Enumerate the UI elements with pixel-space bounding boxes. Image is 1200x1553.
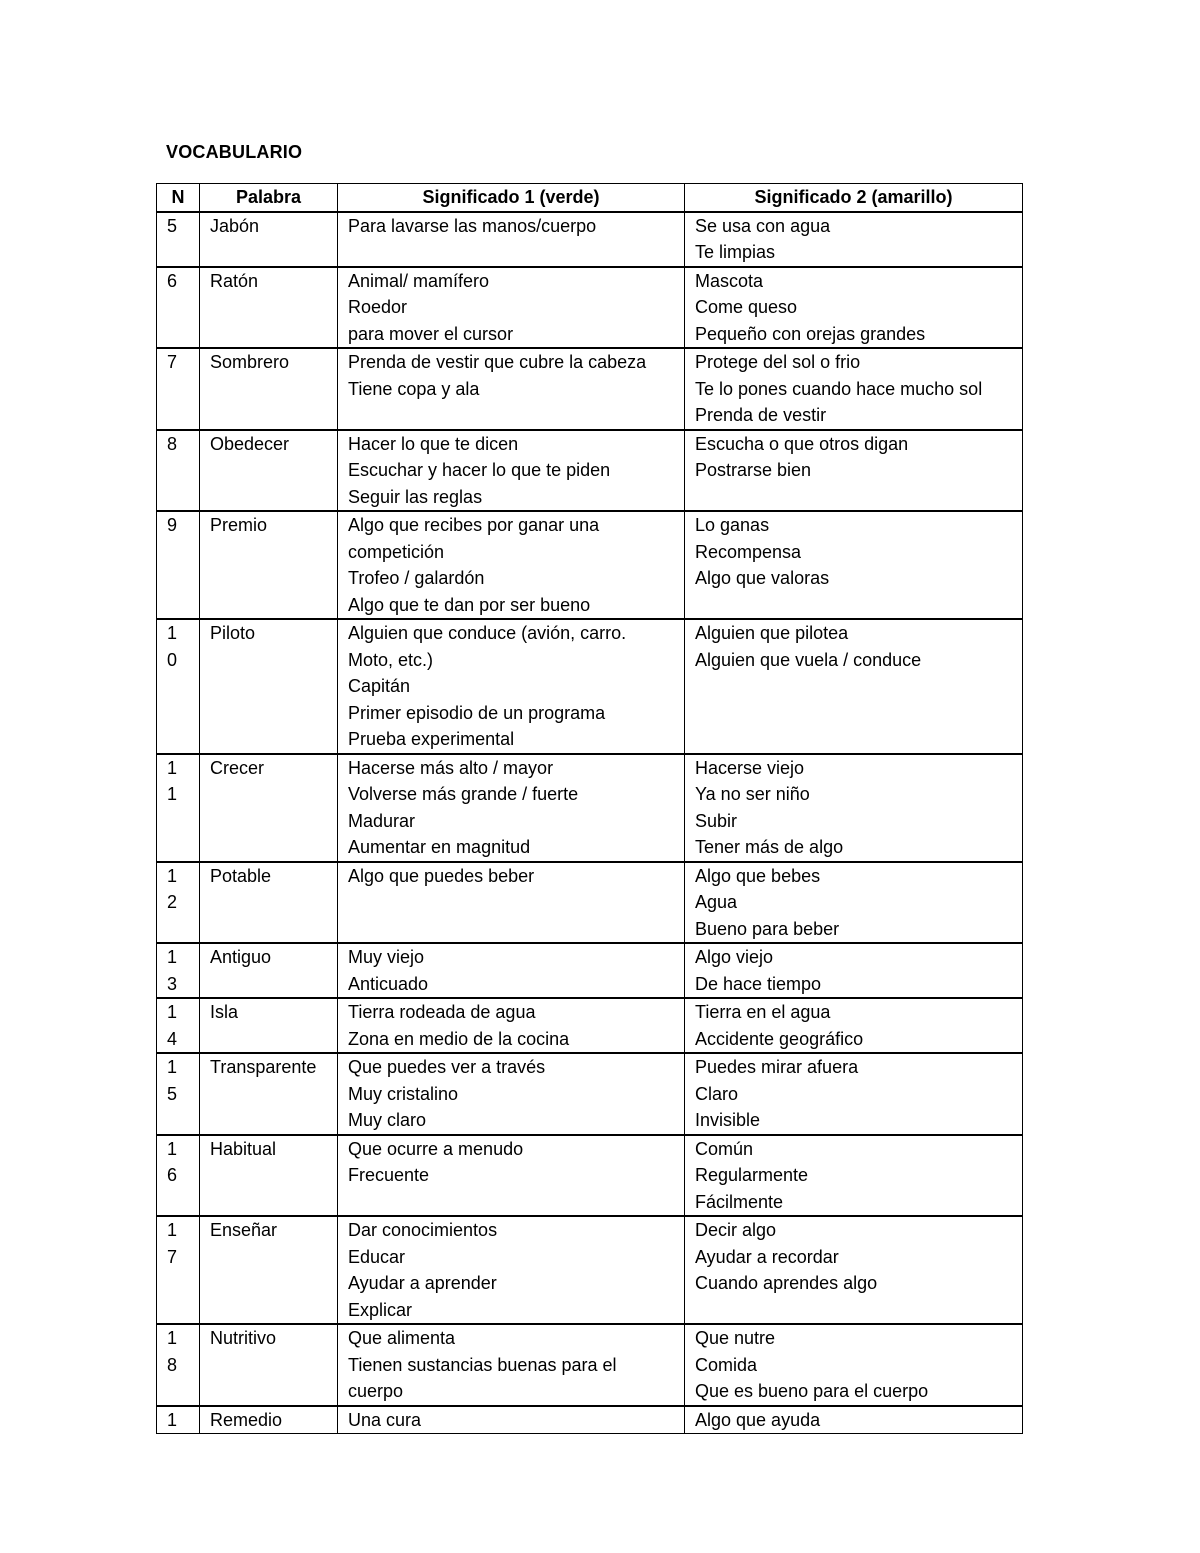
row-number-digit: 7 xyxy=(167,352,178,372)
meaning-line: Educar xyxy=(348,1246,406,1267)
meaning-line: Algo viejo xyxy=(695,947,774,967)
meaning-line: Dar conocimientos xyxy=(348,1220,498,1240)
meaning-line: Madurar xyxy=(348,810,416,831)
meaning-2-cell xyxy=(685,348,1023,430)
meaning-2-cell xyxy=(685,943,1023,998)
meaning-line: Puedes mirar afuera xyxy=(695,1057,859,1077)
meaning-1-cell xyxy=(338,212,685,267)
meaning-line: para mover el cursor xyxy=(348,323,514,344)
table-body xyxy=(157,212,1023,1434)
meaning-line: Tierra en el agua xyxy=(695,1002,831,1022)
row-number-digit: 1 xyxy=(167,757,178,778)
meaning-2-cell xyxy=(685,1053,1023,1135)
row-number xyxy=(157,1406,200,1434)
word-cell: Ratón xyxy=(200,267,338,349)
table-row xyxy=(157,943,1023,998)
word-cell: Potable xyxy=(200,862,338,944)
meaning-line: Te lo pones cuando hace mucho sol xyxy=(695,378,983,399)
word-cell: Remedio xyxy=(200,1406,338,1434)
meaning-line: Capitán xyxy=(348,676,411,696)
meaning-1-cell xyxy=(338,1053,685,1135)
meaning-line: Alguien que vuela / conduce xyxy=(695,649,922,670)
table-header-row xyxy=(157,184,1023,212)
meaning-line: Comida xyxy=(695,1354,758,1375)
meaning-line: Frecuente xyxy=(348,1165,430,1185)
row-number-digit: 8 xyxy=(167,433,178,454)
meaning-1-cell xyxy=(338,1135,685,1217)
meaning-line: Tienen sustancias buenas para el xyxy=(348,1354,617,1375)
word-cell: Obedecer xyxy=(200,430,338,512)
row-number-digit: 7 xyxy=(167,1246,178,1267)
meaning-line: De hace tiempo xyxy=(695,973,822,994)
word-cell: Premio xyxy=(200,511,338,619)
table-row xyxy=(157,619,1023,754)
meaning-line: Se usa con agua xyxy=(695,215,831,236)
header-n: N xyxy=(157,184,200,212)
meaning-line: Muy cristalino xyxy=(348,1083,459,1104)
page-title: VOCABULARIO xyxy=(166,142,303,162)
meaning-line: Decir algo xyxy=(695,1220,777,1240)
meaning-line: Protege del sol o frio xyxy=(695,352,861,372)
meaning-line: cuerpo xyxy=(348,1381,404,1401)
meaning-line: Claro xyxy=(695,1083,739,1104)
meaning-2-cell xyxy=(685,1135,1023,1217)
row-number xyxy=(157,348,200,430)
meaning-line: Algo que bebes xyxy=(695,865,821,886)
row-number xyxy=(157,212,200,267)
meaning-1-cell xyxy=(338,754,685,862)
row-number-digit: 1 xyxy=(167,1002,178,1022)
meaning-1-cell xyxy=(338,943,685,998)
row-number-digit: 1 xyxy=(167,1220,178,1240)
meaning-2-cell xyxy=(685,212,1023,267)
meaning-line: Mascota xyxy=(695,270,764,291)
meaning-1-cell xyxy=(338,267,685,349)
meaning-line: Ya no ser niño xyxy=(695,784,810,804)
row-number-digit: 5 xyxy=(167,215,178,236)
table-row xyxy=(157,1135,1023,1217)
meaning-line: Lo ganas xyxy=(695,515,770,535)
meaning-line: Prenda de vestir que cubre la cabeza xyxy=(348,352,647,372)
word-cell: Isla xyxy=(200,998,338,1053)
meaning-line: Algo que ayuda xyxy=(695,1409,821,1430)
meaning-line: Tener más de algo xyxy=(695,837,844,857)
row-number xyxy=(157,1053,200,1135)
meaning-line: Explicar xyxy=(348,1299,413,1320)
row-number-digit: 9 xyxy=(167,515,178,535)
row-number-digit: 6 xyxy=(167,1165,178,1185)
meaning-line: Recompensa xyxy=(695,541,802,562)
meaning-line: Seguir las reglas xyxy=(348,486,483,507)
meaning-line: Muy viejo xyxy=(348,947,425,967)
meaning-line: Que alimenta xyxy=(348,1328,456,1348)
meaning-line: Que nutre xyxy=(695,1328,776,1348)
table-row xyxy=(157,511,1023,619)
meaning-2-cell xyxy=(685,998,1023,1053)
meaning-line: Animal/ mamífero xyxy=(348,270,490,291)
row-number-digit: 8 xyxy=(167,1354,178,1375)
word-cell: Jabón xyxy=(200,212,338,267)
meaning-line: Una cura xyxy=(348,1409,422,1430)
meaning-line: Algo que puedes beber xyxy=(348,865,535,886)
row-number-digit: 0 xyxy=(167,649,178,670)
meaning-line: Que ocurre a menudo xyxy=(348,1138,524,1159)
meaning-1-cell xyxy=(338,998,685,1053)
meaning-line: Hacerse viejo xyxy=(695,757,805,778)
table-row xyxy=(157,998,1023,1053)
table-row xyxy=(157,754,1023,862)
meaning-line: Zona en medio de la cocina xyxy=(348,1028,570,1049)
word-cell: Crecer xyxy=(200,754,338,862)
meaning-line: competición xyxy=(348,541,445,562)
meaning-2-cell xyxy=(685,430,1023,512)
meaning-line: Para lavarse las manos/cuerpo xyxy=(348,215,597,236)
meaning-line: Bueno para beber xyxy=(695,918,840,939)
row-number-digit: 1 xyxy=(167,1057,178,1077)
row-number-digit: 2 xyxy=(167,892,178,912)
meaning-1-cell xyxy=(338,511,685,619)
row-number xyxy=(157,430,200,512)
meaning-1-cell xyxy=(338,862,685,944)
row-number xyxy=(157,1324,200,1406)
meaning-line: Algo que te dan por ser bueno xyxy=(348,594,591,615)
meaning-line: Cuando aprendes algo xyxy=(695,1273,878,1293)
table-row xyxy=(157,267,1023,349)
meaning-line: Algo que recibes por ganar una xyxy=(348,515,600,535)
meaning-2-cell xyxy=(685,1406,1023,1434)
row-number-digit: 1 xyxy=(167,1409,178,1430)
meaning-line: Regularmente xyxy=(695,1165,809,1185)
meaning-2-cell xyxy=(685,862,1023,944)
vocabulary-table xyxy=(156,183,1023,1434)
table-row xyxy=(157,862,1023,944)
row-number-digit: 5 xyxy=(167,1083,178,1104)
meaning-line: Prueba experimental xyxy=(348,729,515,749)
meaning-line: Que puedes ver a través xyxy=(348,1057,546,1077)
row-number xyxy=(157,943,200,998)
meaning-line: Escucha o que otros digan xyxy=(695,433,909,454)
meaning-line: Subir xyxy=(695,810,738,831)
meaning-1-cell xyxy=(338,348,685,430)
header-significado-1: Significado 1 (verde) xyxy=(338,184,685,212)
meaning-line: Postrarse bien xyxy=(695,460,812,480)
row-number xyxy=(157,998,200,1053)
meaning-line: Invisible xyxy=(695,1110,761,1130)
word-cell: Transparente xyxy=(200,1053,338,1135)
meaning-1-cell xyxy=(338,619,685,754)
word-cell: Antiguo xyxy=(200,943,338,998)
meaning-line: Ayudar a aprender xyxy=(348,1273,497,1293)
table-row xyxy=(157,212,1023,267)
row-number-digit: 6 xyxy=(167,270,178,291)
table-row xyxy=(157,1406,1023,1434)
row-number xyxy=(157,1135,200,1217)
meaning-line: Hacerse más alto / mayor xyxy=(348,757,554,778)
word-cell: Nutritivo xyxy=(200,1324,338,1406)
meaning-line: Ayudar a recordar xyxy=(695,1246,839,1267)
meaning-2-cell xyxy=(685,511,1023,619)
meaning-1-cell xyxy=(338,1406,685,1434)
row-number-digit: 3 xyxy=(167,973,178,994)
meaning-line: Tiene copa y ala xyxy=(348,378,480,399)
meaning-line: Accidente geográfico xyxy=(695,1028,864,1049)
row-number-digit: 1 xyxy=(167,1138,178,1159)
word-cell: Enseñar xyxy=(200,1216,338,1324)
header-significado-2: Significado 2 (amarillo) xyxy=(685,184,1023,212)
word-cell: Sombrero xyxy=(200,348,338,430)
row-number-digit: 1 xyxy=(167,623,178,643)
row-number xyxy=(157,862,200,944)
row-number xyxy=(157,1216,200,1324)
meaning-2-cell xyxy=(685,267,1023,349)
table-row xyxy=(157,348,1023,430)
meaning-line: Fácilmente xyxy=(695,1191,784,1212)
row-number xyxy=(157,511,200,619)
meaning-line: Agua xyxy=(695,892,738,912)
row-number-digit: 1 xyxy=(167,784,178,804)
meaning-2-cell xyxy=(685,754,1023,862)
meaning-2-cell xyxy=(685,1324,1023,1406)
row-number xyxy=(157,267,200,349)
meaning-line: Prenda de vestir xyxy=(695,405,827,425)
meaning-1-cell xyxy=(338,1216,685,1324)
meaning-line: Alguien que conduce (avión, carro. xyxy=(348,623,627,643)
row-number-digit: 1 xyxy=(167,947,178,967)
header-palabra: Palabra xyxy=(200,184,338,212)
table-row xyxy=(157,430,1023,512)
meaning-line: Tierra rodeada de agua xyxy=(348,1002,536,1022)
row-number xyxy=(157,754,200,862)
meaning-line: Anticuado xyxy=(348,973,429,994)
table-row xyxy=(157,1324,1023,1406)
meaning-2-cell xyxy=(685,1216,1023,1324)
row-number-digit: 1 xyxy=(167,865,178,886)
word-cell: Habitual xyxy=(200,1135,338,1217)
meaning-line: Pequeño con orejas grandes xyxy=(695,323,926,344)
word-cell: Piloto xyxy=(200,619,338,754)
table-row xyxy=(157,1216,1023,1324)
table-row xyxy=(157,1053,1023,1135)
meaning-line: Algo que valoras xyxy=(695,568,830,588)
meaning-line: Que es bueno para el cuerpo xyxy=(695,1381,929,1401)
meaning-line: Te limpias xyxy=(695,242,776,262)
meaning-line: Hacer lo que te dicen xyxy=(348,433,519,454)
row-number-digit: 1 xyxy=(167,1328,178,1348)
meaning-line: Moto, etc.) xyxy=(348,649,434,670)
meaning-1-cell xyxy=(338,1324,685,1406)
meaning-line: Volverse más grande / fuerte xyxy=(348,784,579,804)
meaning-line: Alguien que pilotea xyxy=(695,623,849,643)
meaning-line: Aumentar en magnitud xyxy=(348,837,531,857)
meaning-line: Primer episodio de un programa xyxy=(348,702,606,723)
meaning-line: Come queso xyxy=(695,297,798,317)
meaning-line: Muy claro xyxy=(348,1110,427,1130)
meaning-line: Roedor xyxy=(348,297,408,317)
meaning-line: Común xyxy=(695,1138,754,1159)
row-number xyxy=(157,619,200,754)
meaning-line: Trofeo / galardón xyxy=(348,568,485,588)
meaning-1-cell xyxy=(338,430,685,512)
row-number-digit: 4 xyxy=(167,1028,178,1049)
meaning-line: Escuchar y hacer lo que te piden xyxy=(348,460,611,480)
meaning-2-cell xyxy=(685,619,1023,754)
